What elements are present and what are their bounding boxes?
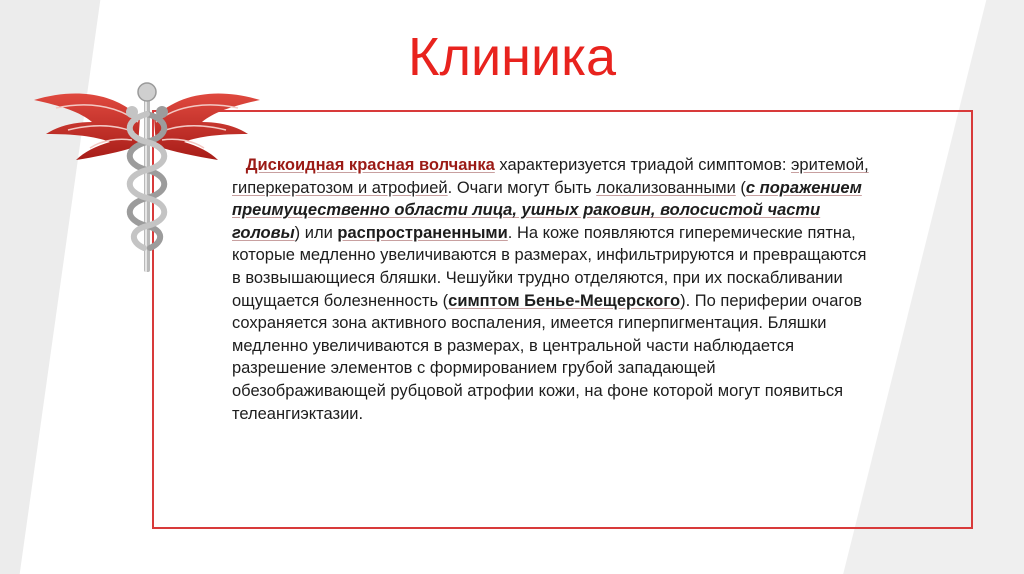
- body-text-fragment: характеризуется триадой симптомов:: [494, 156, 792, 174]
- slide-title: Клиника: [408, 27, 616, 87]
- body-text: [232, 154, 872, 425]
- widespread-term: распространенными: [337, 223, 508, 242]
- caduceus-icon: [34, 78, 260, 274]
- disease-name: Дискоидная красная волчанка: [245, 156, 495, 174]
- body-text-fragment: . На коже появляются гиперемические пятна, которые медленно увеличиваются в размерах, инфильтрируются и превращаются в возвышающиеся бляшки. Чешуйки трудно отделяются, при их поскабливании ощущается болезненность (: [232, 223, 867, 310]
- body-text-fragment: ). По периферии очагов сохраняется зона активного воспаления, имеется гиперпигментация. Бляшки медленно увеличиваются в размерах, в центральной части наблюдается разрешение элементов с формированием грубой западающей обезображивающей рубцовой атрофии кожи, на фоне которой могут появиться телеангиэктазии.: [232, 291, 863, 423]
- body-text-fragment: ) или: [294, 223, 338, 242]
- localization-detail: с поражением преимущественно области лица, ушных раковин, волосистой части головы: [232, 178, 862, 242]
- sign-name: симптом Бенье-Мещерского: [448, 291, 681, 310]
- triad-symptoms: эритемой, гиперкератозом и атрофией: [232, 156, 869, 197]
- body-text-fragment: (: [735, 178, 746, 197]
- localized-term: локализованными: [596, 178, 736, 197]
- body-text-fragment: . Очаги могут быть: [447, 178, 597, 197]
